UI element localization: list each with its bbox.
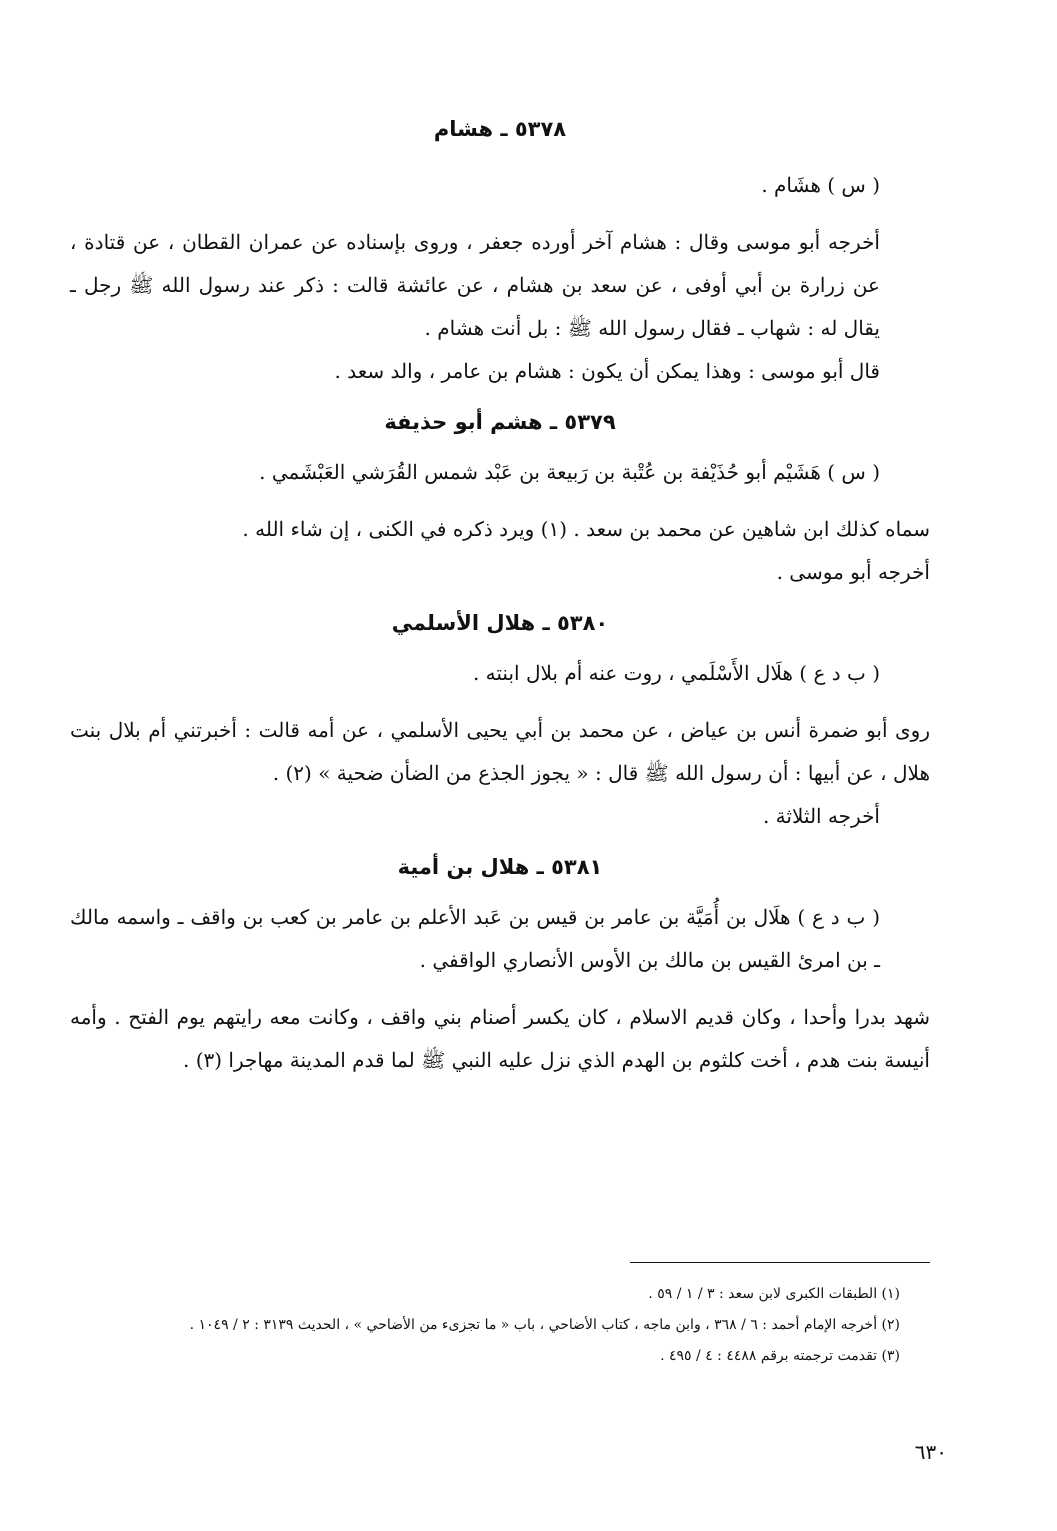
entry-paragraph: أخرجه أبو موسى . <box>776 560 930 584</box>
footnote: (١) الطبقات الكبرى لابن سعد : ٣ / ١ / ٥٩ . <box>648 1286 900 1302</box>
page-body <box>70 100 930 1082</box>
footnote: (٢) أخرجه الإمام أحمد : ٦ / ٣٦٨ ، وابن ماجه ، كتاب الأضاحي ، باب « ما تجزىء من الأضاحي » ، الحديث ٣١٣٩ : ٢ / ١٠٤٩ . <box>189 1317 900 1333</box>
entry-heading: ٥٣٨١ ـ هلال بن أمية <box>397 855 603 879</box>
entry-heading: ٥٣٧٨ ـ هشام <box>433 117 567 141</box>
entry-intro: ( س ) هَشَيْم أبو حُذَيْفة بن عُتْبة بن رَبيعة بن عَبْد شمس القُرَشي العَبْشَمي . <box>259 460 880 484</box>
entry-intro: ( ب د ع ) هلَال الأَسْلَمي ، روت عنه أم بلال ابنته . <box>472 661 880 685</box>
entry-paragraph: أخرجه الثلاثة . <box>762 804 880 828</box>
entry-intro: ( س ) هشَام . <box>761 173 880 197</box>
footnote-divider <box>630 1262 930 1263</box>
footnote: (٣) تقدمت ترجمته برقم ٤٤٨٨ : ٤ / ٤٩٥ . <box>660 1348 900 1364</box>
footnotes <box>70 1262 930 1372</box>
entry-heading: ٥٣٧٩ ـ هشم أبو حذيفة <box>384 410 616 434</box>
entry-heading: ٥٣٨٠ ـ هلال الأسلمي <box>391 611 609 635</box>
entry-paragraph: قال أبو موسى : وهذا يمكن أن يكون : هشام بن عامر ، والد سعد . <box>334 359 880 383</box>
entry-paragraph: سماه كذلك ابن شاهين عن محمد بن سعد . (١) ويرد ذكره في الكنى ، إن شاء الله . <box>242 517 930 541</box>
entry-paragraph: شهد بدرا وأحدا ، وكان قديم الاسلام ، كان يكسر أصنام بني واقف ، وكانت معه رايتهم يوم الفتح . وأمه أنيسة بنت هدم ، أخت كلثوم بن الهدم الذي نزل عليه النبي ﷺ لما قدم المدينة مهاجرا (٣) . <box>70 1005 930 1072</box>
entry-paragraph: روى أبو ضمرة أنس بن عياض ، عن محمد بن أبي يحيى الأسلمي ، عن أمه قالت : أخبرتني أم بلال بنت هلال ، عن أبيها : أن رسول الله ﷺ قال : « يجوز الجذع من الضأن ضحية » (٢) . <box>70 718 930 785</box>
page-number: ٦٣٠ <box>914 1440 947 1464</box>
entry-paragraph: أخرجه أبو موسى وقال : هشام آخر أورده جعفر ، وروى بإسناده عن عمران القطان ، عن قتادة ، عن زرارة بن أبي أوفى ، عن سعد بن هشام ، عن عائشة قالت : ذكر عند رسول الله ﷺ رجل ـ يقال له : شهاب ـ فقال رسول الله ﷺ : بل أنت هشام . <box>70 230 880 340</box>
entry-intro: ( ب د ع ) هلَال بن أُمَيَّة بن عامر بن قيس بن عَبد الأعلم بن عامر بن كعب بن واقف ـ واسمه مالك ـ بن امرئ القيس بن مالك بن الأوس الأنصاري الواقفي . <box>70 905 880 972</box>
